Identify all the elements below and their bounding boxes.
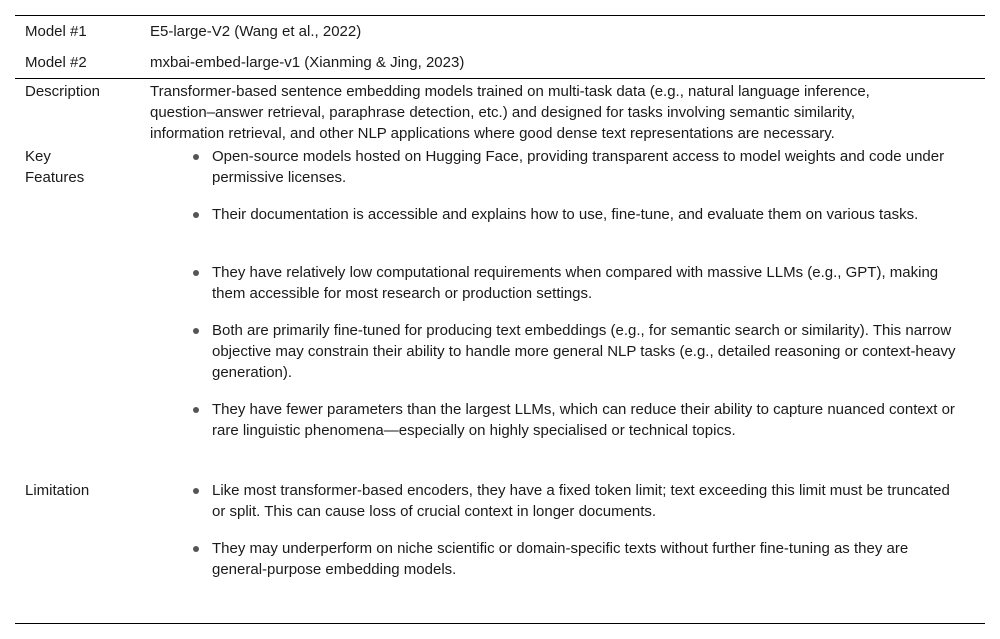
key-features-label-line: Key xyxy=(25,148,51,165)
bullet-icon xyxy=(193,154,199,160)
bullet-icon xyxy=(193,407,199,413)
key-features-label xyxy=(25,146,84,188)
feature-text: They have relatively low computational requirements when compared with massive LLMs (e.g., GPT), making them accessible for most research or production settings. xyxy=(212,264,939,302)
bottom-rule xyxy=(15,623,985,624)
description-label: Description xyxy=(25,83,101,100)
feature-item xyxy=(190,262,960,304)
limitation-item xyxy=(190,538,960,580)
top-rule xyxy=(15,15,985,16)
header-rule xyxy=(15,78,985,79)
feature-text: Open-source models hosted on Hugging Face, providing transparent access to model weights and code under permissive licenses. xyxy=(212,148,945,186)
key-features-label-line: Features xyxy=(25,169,85,186)
bullet-icon xyxy=(193,328,199,334)
model-1-label: Model #1 xyxy=(25,23,87,40)
model-2-value: mxbai-embed-large-v1 (Xianming & Jing, 2023) xyxy=(150,54,465,71)
limitation-label: Limitation xyxy=(25,482,90,499)
feature-item xyxy=(190,399,960,441)
description-line: question–answer retrieval, paraphrase detection, etc.) and designed for tasks involving semantic similarity, xyxy=(150,104,856,121)
bullet-icon xyxy=(193,270,199,276)
model-1-value: E5-large-V2 (Wang et al., 2022) xyxy=(150,23,362,40)
bullet-icon xyxy=(193,212,199,218)
description-line: information retrieval, and other NLP applications where good dense text representations are necessary. xyxy=(150,125,835,142)
description-line: Transformer-based sentence embedding models trained on multi-task data (e.g., natural language inference, xyxy=(150,83,870,100)
limitation-item xyxy=(190,480,960,522)
feature-item xyxy=(190,146,960,188)
feature-text: Both are primarily fine-tuned for producing text embeddings (e.g., for semantic search or similarity). This narrow objective may constrain their ability to handle more general NLP tasks (e.g., detailed reasoning or context-heavy generation). xyxy=(212,322,956,381)
bullet-icon xyxy=(193,488,199,494)
feature-text: They have fewer parameters than the largest LLMs, which can reduce their ability to capture nuanced context or rare linguistic phenomena—especially on highly specialised or technical topics. xyxy=(212,401,955,439)
feature-item xyxy=(190,320,960,383)
model-2-label: Model #2 xyxy=(25,54,87,71)
bullet-icon xyxy=(193,546,199,552)
feature-item xyxy=(190,204,960,225)
description-text xyxy=(150,81,940,144)
limitation-text: They may underperform on niche scientific or domain-specific texts without further fine-tuning as they are general-purpose embedding models. xyxy=(212,540,909,578)
feature-text: Their documentation is accessible and explains how to use, fine-tune, and evaluate them on various tasks. xyxy=(212,206,919,223)
limitation-text: Like most transformer-based encoders, they have a fixed token limit; text exceeding this limit must be truncated or split. This can cause loss of crucial context in longer documents. xyxy=(212,482,950,520)
